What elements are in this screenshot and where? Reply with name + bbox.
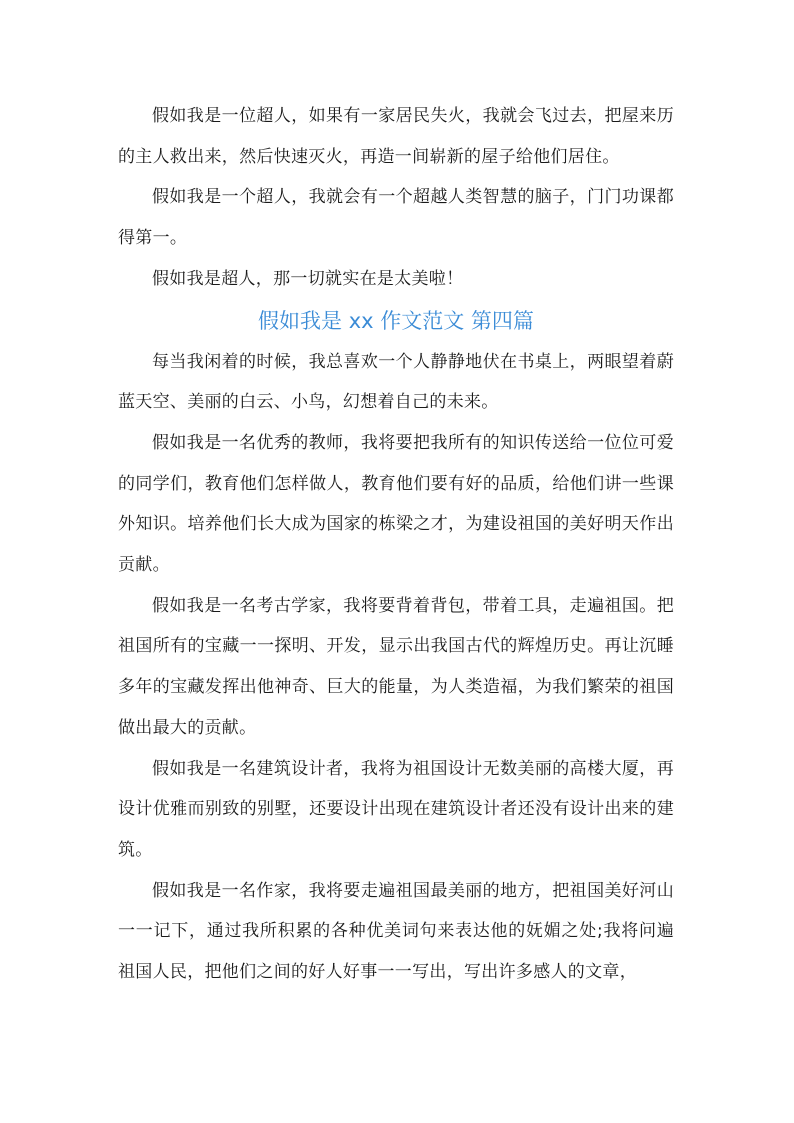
paragraph: 假如我是一个超人，我就会有一个超越人类智慧的脑子，门门功课都得第一。 <box>118 187 674 249</box>
paragraph: 假如我是一位超人，如果有一家居民失火，我就会飞过去，把屋来历的主人救出来，然后快速灭火，再造一间崭新的屋子给他们居住。 <box>118 106 674 167</box>
document-page <box>118 96 674 993</box>
section-title: 假如我是 xx 作文范文 第四篇 <box>258 308 534 333</box>
paragraph: 假如我是一名建筑设计者，我将为祖国设计无数美丽的高楼大厦，再设计优雅而别致的别墅，还要设计出现在建筑设计者还没有设计出来的建筑。 <box>118 758 674 860</box>
paragraph: 每当我闲着的时候，我总喜欢一个人静静地伏在书桌上，两眼望着蔚蓝天空、美丽的白云、小鸟，幻想着自己的未来。 <box>118 351 674 413</box>
paragraph: 假如我是超人，那一切就实在是太美啦！ <box>152 268 464 289</box>
paragraph: 假如我是一名作家，我将要走遍祖国最美丽的地方，把祖国美好河山一一记下，通过我所积累的各种优美词句来表达他的妩媚之处;我将问遍祖国人民，把他们之间的好人好事一一写出，写出许多感人的文章， <box>118 880 674 983</box>
paragraph: 假如我是一名考古学家，我将要背着背包，带着工具，走遍祖国。把祖国所有的宝藏一一探明、开发，显示出我国古代的辉煌历史。再让沉睡多年的宝藏发挥出他神奇、巨大的能量，为人类造福，为我们繁荣的祖国做出最大的贡献。 <box>118 595 674 738</box>
paragraph: 假如我是一名优秀的教师，我将要把我所有的知识传送给一位位可爱的同学们，教育他们怎样做人，教育他们要有好的品质，给他们讲一些课外知识。培养他们长大成为国家的栋梁之才，为建设祖国的美好明天作出贡献。 <box>118 432 674 576</box>
